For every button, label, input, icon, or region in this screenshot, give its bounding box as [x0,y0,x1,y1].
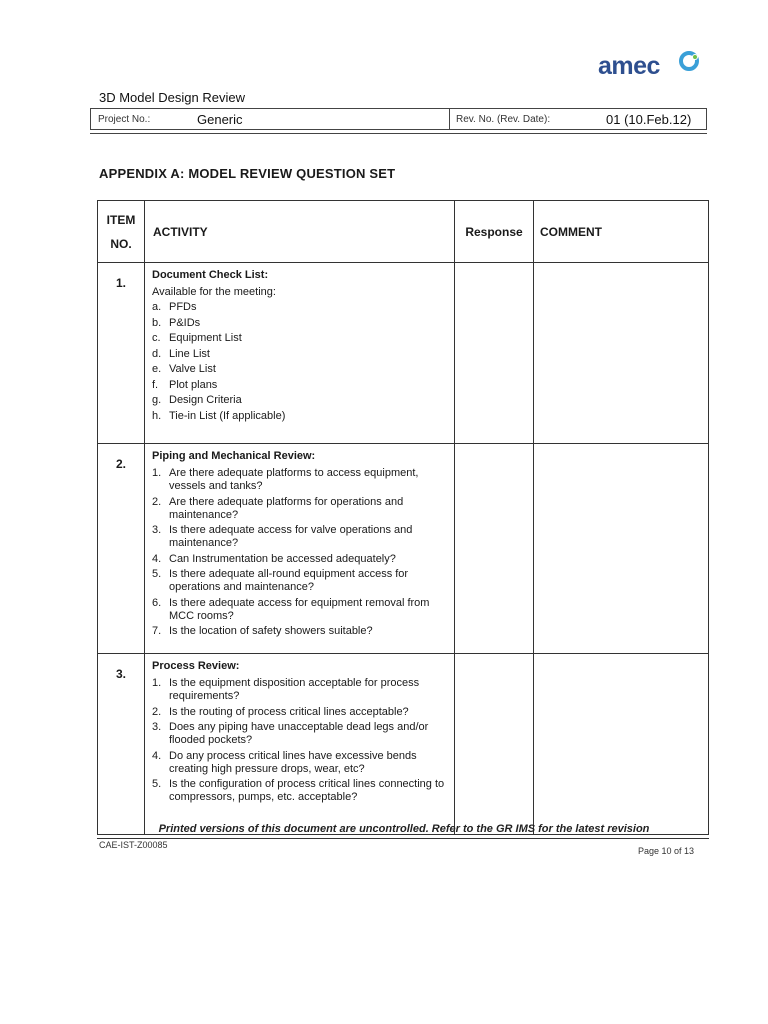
project-label: Project No.: [98,114,151,125]
page-number: Page 10 of 13 [638,846,695,856]
list-item-marker: d. [152,347,162,360]
list-item-text: Are there adequate platforms for operations and maintenance? [169,495,404,521]
list-item-marker: 7. [152,625,162,637]
list-item [152,524,448,550]
list-item-marker: c. [152,332,161,344]
list-item-text: Line List [169,347,210,360]
company-logo [598,48,708,84]
list-item-marker: 1. [152,467,162,479]
uncontrolled-copy-notice: Printed versions of this document are uncontrolled. Refer to the GR IMS for the latest revision [158,823,650,835]
header-comment: COMMENT [534,201,709,263]
header-no-label: NO. [110,236,132,251]
list-item-marker: b. [152,316,162,329]
section-heading: Document Check List: [152,269,269,281]
header-info-box [90,108,707,130]
list-item-text: Are there adequate platforms to access equipment, vessels and tanks? [169,467,419,492]
list-item-text: Is the equipment disposition acceptable for process requirements? [169,677,420,702]
list-item-text: P&IDs [169,316,201,329]
list-item [152,348,448,361]
list-item [152,778,448,804]
list-item-marker: f. [152,378,159,391]
list-item-text: Equipment List [169,332,242,344]
list-item [152,317,448,330]
section-intro: Available for the meeting: [152,286,276,298]
question-list [152,677,448,804]
list-item-marker: 3. [152,524,162,536]
activity-cell [145,444,455,654]
list-item [152,706,448,719]
list-item [152,597,448,623]
list-item-marker: h. [152,409,162,422]
comment-cell[interactable] [534,444,709,654]
list-item-text: Is the routing of process critical lines acceptable? [169,705,409,718]
list-item-marker: 2. [152,495,162,508]
list-item-text: Design Criteria [169,394,242,406]
section-heading: Process Review: [152,660,240,672]
list-item [152,677,448,703]
row-number: 3. [98,654,145,835]
list-item-text: Do any process critical lines have excessive bends creating high pressure drops, wear, etc? [169,749,417,775]
list-item-text: Valve List [169,363,216,375]
list-item [152,625,448,638]
list-item [152,332,448,345]
list-item [152,379,448,392]
table-row [98,263,709,444]
list-item [152,721,448,747]
list-item-text: Is the configuration of process critical lines connecting to compressors, pumps, etc. acceptable? [169,778,445,803]
logo-text: amec [598,52,660,80]
revision-value: 01 (10.Feb.12) [606,112,692,127]
document-code: CAE-IST-Z00085 [99,840,168,850]
list-item-marker: 6. [152,596,162,609]
activity-cell [145,654,455,835]
list-item-marker: g. [152,394,162,406]
row-number: 1. [98,263,145,444]
header-item-label: ITEM [106,212,136,227]
list-item-text: Plot plans [169,378,218,391]
list-item [152,410,448,423]
comment-cell[interactable] [534,654,709,835]
list-item [152,394,448,407]
header-item-no [98,201,145,263]
project-value: Generic [197,112,243,127]
list-item-text: Is there adequate all-round equipment access for operations and maintenance? [169,568,409,593]
list-item-text: Is there adequate access for valve operations and maintenance? [169,524,413,549]
list-item [152,363,448,376]
question-list [152,467,448,638]
list-item [152,496,448,522]
list-item-text: Does any piping have unacceptable dead legs and/or flooded pockets? [169,721,429,746]
checklist [152,301,448,423]
logo-swirl-icon [674,48,704,78]
list-item-marker: 4. [152,552,162,565]
response-cell[interactable] [455,263,534,444]
header-response: Response [455,201,534,263]
header-underline [90,133,707,134]
appendix-title: APPENDIX A: MODEL REVIEW QUESTION SET [99,166,396,181]
document-title: 3D Model Design Review [99,90,245,105]
list-item-text: Is the location of safety showers suitable? [169,625,373,637]
response-cell[interactable] [455,654,534,835]
table-row [98,444,709,654]
list-item [152,301,448,314]
list-item [152,568,448,594]
list-item [152,467,448,493]
table-row [98,654,709,835]
section-heading: Piping and Mechanical Review: [152,450,316,462]
response-cell[interactable] [455,444,534,654]
review-question-table [97,200,709,835]
list-item-marker: 4. [152,749,162,762]
list-item-text: Tie-in List (If applicable) [169,409,286,422]
list-item [152,750,448,776]
row-number: 2. [98,444,145,654]
table-header-row [98,201,709,263]
list-item-marker: 1. [152,677,162,689]
list-item-text: Is there adequate access for equipment removal from MCC rooms? [169,596,430,622]
list-item-marker: a. [152,301,162,313]
list-item-marker: e. [152,363,162,375]
header-activity: ACTIVITY [145,201,455,263]
header-divider [449,109,450,129]
list-item-text: PFDs [169,301,197,313]
comment-cell[interactable] [534,263,709,444]
list-item-text: Can Instrumentation be accessed adequately? [169,552,396,565]
activity-cell [145,263,455,444]
list-item-marker: 3. [152,721,162,733]
revision-label: Rev. No. (Rev. Date): [456,114,551,125]
list-item-marker: 2. [152,705,162,718]
footer-rule [97,838,709,839]
list-item-marker: 5. [152,778,162,790]
list-item [152,553,448,566]
list-item-marker: 5. [152,568,162,580]
